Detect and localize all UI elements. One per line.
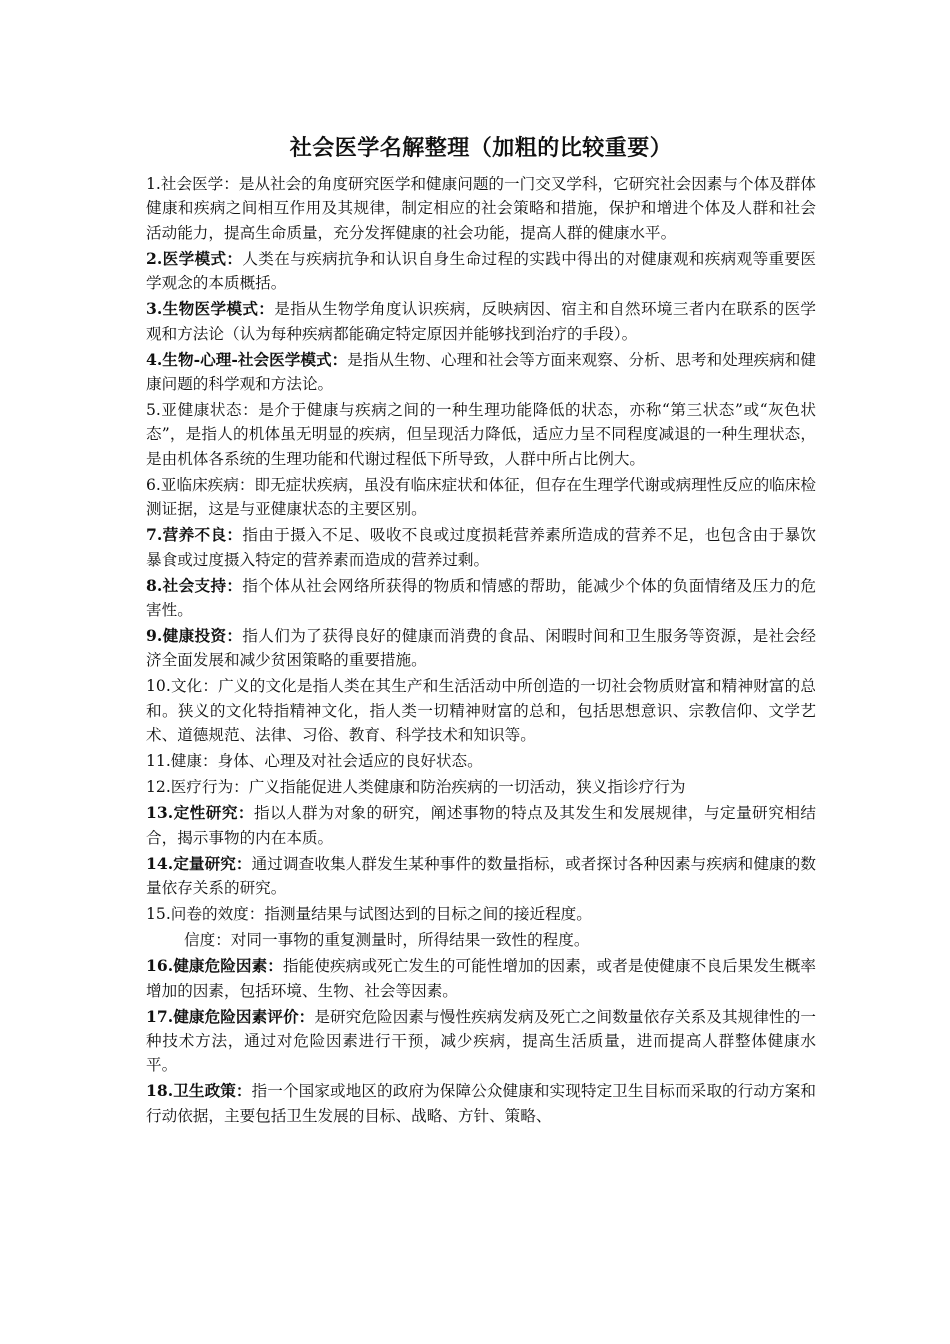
definition-entry [146, 348, 816, 397]
definition-text: 是从社会的角度研究医学和健康问题的一门交叉学科，它研究社会因素与个体及群体健康和疾病之间相互作用及其规律，制定相应的社会策略和措施，保护和增进个体及人群和社会活动能力，提高生命质量，充分发挥健康的社会功能，提高人群的健康水平。 [146, 175, 816, 242]
definition-term: 10.文化： [146, 677, 219, 696]
definition-term: 18.卫生政策： [146, 1081, 252, 1101]
definition-text: 即无症状疾病，虽没有临床症状和体征，但存在生理学代谢或病理性反应的临床检测证据，这是与亚健康状态的主要区别。 [146, 475, 816, 519]
definition-text: 指能使疾病或死亡发生的可能性增加的因素，或者是使健康不良后果发生概率增加的因素，包括环境、生物、社会等因素。 [146, 957, 816, 1000]
definition-entry [146, 1079, 816, 1128]
definition-text: 广义指能促进人类健康和防治疾病的一切活动，狭义指诊疗行为 [248, 778, 686, 797]
definition-entry [146, 801, 816, 850]
definition-term: 8.社会支持： [146, 575, 243, 595]
definition-text: 指一个国家或地区的政府为保障公众健康和实现特定卫生目标而采取的行动方案和行动依据，主要包括卫生发展的目标、战略、方针、策略、 [146, 1082, 816, 1125]
definition-term: 15.问卷的效度： [146, 905, 265, 924]
definition-term: 2.医学模式： [146, 248, 243, 268]
definition-entry [146, 1005, 816, 1078]
definition-term: 11.健康： [146, 752, 218, 771]
definition-term: 信度： [184, 931, 231, 950]
definition-entry [146, 928, 816, 952]
definition-entry [146, 172, 816, 245]
definition-term: 5.亚健康状态： [146, 401, 259, 420]
definition-text: 是介于健康与疾病之间的一种生理功能降低的状态，亦称“第三状态”或“灰色状态”，是指人的机体虽无明显的疾病，但呈现活力降低，适应力呈不同程度减退的一种生理状态，是由机体各系统的生理功能和代谢过程低下所导致，人群中所占比例大。 [146, 401, 816, 468]
definition-text: 人类在与疾病抗争和认识自身生命过程的实践中得出的对健康观和疾病观等重要医学观念的本质概括。 [146, 249, 816, 293]
definition-entry [146, 749, 816, 773]
definition-entry [146, 398, 816, 471]
definition-list [146, 172, 816, 1128]
definition-entry [146, 852, 816, 901]
document-title: 社会医学名解整理（加粗的比较重要） [289, 136, 673, 161]
definition-text: 指由于摄入不足、吸收不良或过度损耗营养素所造成的营养不足，也包含由于暴饮暴食或过度摄入特定的营养素而造成的营养过剩。 [146, 526, 816, 569]
definition-entry [146, 523, 816, 572]
definition-text: 指以人群为对象的研究，阐述事物的特点及其发生和发展规律，与定量研究相结合，揭示事物的内在本质。 [146, 804, 816, 847]
definition-entry [146, 247, 816, 296]
definition-entry [146, 954, 816, 1003]
definition-term: 17.健康危险因素评价： [146, 1006, 315, 1026]
definition-term: 12.医疗行为： [146, 778, 249, 797]
definition-text: 是指从生物学角度认识疾病，反映病因、宿主和自然环境三者内在联系的医学观和方法论（认为每种疾病都能确定特定原因并能够找到治疗的手段）。 [146, 300, 816, 343]
definition-entry [146, 674, 816, 747]
definition-text: 身体、心理及对社会适应的良好状态。 [217, 752, 483, 771]
definition-text: 指人们为了获得良好的健康而消费的食品、闲暇时间和卫生服务等资源，是社会经济全面发展和减少贫困策略的重要措施。 [146, 627, 816, 670]
definition-term: 9.健康投资： [146, 626, 243, 646]
definition-term: 1.社会医学： [146, 175, 239, 193]
definition-term: 4.生物-心理-社会医学模式： [146, 349, 348, 369]
definition-entry [146, 297, 816, 346]
definition-term: 6.亚临床疾病： [146, 475, 255, 494]
definition-text: 对同一事物的重复测量时，所得结果一致性的程度。 [230, 931, 590, 950]
definition-entry [146, 574, 816, 623]
definition-text: 是研究危险因素与慢性疾病发病及死亡之间数量依存关系及其规律性的一种技术方法，通过对危险因素进行干预，减少疾病，提高生活质量，进而提高人群整体健康水平。 [146, 1007, 816, 1075]
definition-text: 广义的文化是指人类在其生产和生活活动中所创造的一切社会物质财富和精神财富的总和。狭义的文化特指精神文化，指人类一切精神财富的总和，包括思想意识、宗教信仰、文学艺术、道德规范、法律、习俗、教育、科学技术和知识等。 [146, 677, 816, 745]
definition-term: 14.定量研究： [146, 853, 252, 873]
definition-entry [146, 775, 816, 799]
definition-text: 是指从生物、心理和社会等方面来观察、分析、思考和处理疾病和健康问题的科学观和方法论。 [146, 350, 816, 394]
definition-term: 3.生物医学模式： [146, 299, 275, 319]
definition-entry [146, 902, 816, 926]
document-page [146, 134, 816, 1130]
definition-text: 指测量结果与试图达到的目标之间的接近程度。 [264, 905, 592, 924]
definition-term: 7.营养不良： [146, 525, 243, 545]
definition-term: 13.定性研究： [146, 803, 254, 823]
definition-entry [146, 473, 816, 522]
definition-text: 通过调查收集人群发生某种事件的数量指标，或者探讨各种因素与疾病和健康的数量依存关系的研究。 [146, 854, 816, 898]
definition-term: 16.健康危险因素： [146, 956, 283, 976]
definition-entry [146, 624, 816, 673]
definition-text: 指个体从社会网络所获得的物质和情感的帮助，能减少个体的负面情绪及压力的危害性。 [146, 576, 816, 620]
